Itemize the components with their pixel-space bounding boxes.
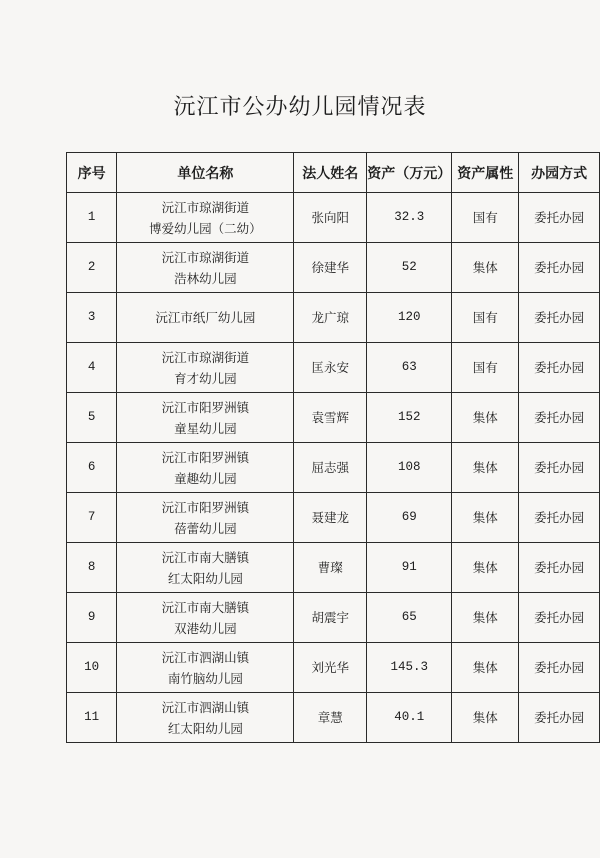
legal-representative-cell: 徐建华 [294, 243, 367, 293]
assets-cell: 40.1 [367, 693, 452, 743]
unit-name-line: 沅江市南大膳镇 [161, 549, 250, 565]
unit-name-line: 红太阳幼儿园 [167, 720, 243, 736]
legal-representative-cell: 聂建龙 [294, 493, 367, 543]
unit-name-cell [117, 443, 294, 493]
unit-name-line: 博爱幼儿园（二幼） [149, 220, 262, 236]
legal-representative-cell: 刘光华 [294, 643, 367, 693]
operation-mode-cell: 委托办园 [519, 393, 600, 443]
operation-mode-cell: 委托办园 [519, 443, 600, 493]
assets-cell: 91 [367, 543, 452, 593]
assets-cell: 145.3 [367, 643, 452, 693]
unit-name-cell [117, 543, 294, 593]
table-row [67, 243, 600, 293]
asset-type-cell: 国有 [452, 343, 519, 393]
unit-name-line: 双港幼儿园 [174, 620, 237, 636]
legal-representative-cell: 胡震宇 [294, 593, 367, 643]
unit-name-cell [117, 693, 294, 743]
legal-representative-cell: 屈志强 [294, 443, 367, 493]
unit-name-cell [117, 293, 294, 343]
table-row [67, 693, 600, 743]
unit-name-line: 浩林幼儿园 [174, 270, 237, 286]
asset-type-cell: 集体 [452, 443, 519, 493]
table-row [67, 493, 600, 543]
unit-name-line: 童星幼儿园 [174, 420, 237, 436]
header-asset-type: 资产属性 [452, 153, 519, 193]
unit-name-line: 蓓蕾幼儿园 [174, 520, 237, 536]
assets-cell: 120 [367, 293, 452, 343]
table-row [67, 343, 600, 393]
serial-number-cell: 6 [67, 443, 117, 493]
legal-representative-cell: 曹璨 [294, 543, 367, 593]
unit-name-line: 育才幼儿园 [174, 370, 237, 386]
table-row [67, 393, 600, 443]
assets-cell: 69 [367, 493, 452, 543]
unit-name-line: 沅江市南大膳镇 [161, 599, 250, 615]
header-legal-representative: 法人姓名 [294, 153, 367, 193]
unit-name-cell [117, 593, 294, 643]
asset-type-cell: 集体 [452, 243, 519, 293]
assets-cell: 65 [367, 593, 452, 643]
unit-name-line: 红太阳幼儿园 [167, 570, 243, 586]
assets-cell: 32.3 [367, 193, 452, 243]
table-row [67, 193, 600, 243]
unit-name-cell [117, 393, 294, 443]
unit-name-line: 沅江市琼湖街道 [161, 349, 250, 365]
serial-number-cell: 4 [67, 343, 117, 393]
assets-cell: 52 [367, 243, 452, 293]
unit-name-line: 沅江市琼湖街道 [161, 249, 250, 265]
unit-name-line: 沅江市琼湖街道 [161, 199, 250, 215]
table-row [67, 443, 600, 493]
table-row [67, 543, 600, 593]
page-title: 沅江市公办幼儿园情况表 [173, 95, 427, 120]
unit-name-line: 沅江市阳罗洲镇 [161, 499, 250, 515]
operation-mode-cell: 委托办园 [519, 493, 600, 543]
asset-type-cell: 集体 [452, 393, 519, 443]
legal-representative-cell: 龙广琼 [294, 293, 367, 343]
serial-number-cell: 2 [67, 243, 117, 293]
unit-name-cell [117, 643, 294, 693]
operation-mode-cell: 委托办园 [519, 693, 600, 743]
serial-number-cell: 9 [67, 593, 117, 643]
operation-mode-cell: 委托办园 [519, 343, 600, 393]
serial-number-cell: 10 [67, 643, 117, 693]
asset-type-cell: 集体 [452, 543, 519, 593]
serial-number-cell: 7 [67, 493, 117, 543]
asset-type-cell: 集体 [452, 493, 519, 543]
operation-mode-cell: 委托办园 [519, 643, 600, 693]
asset-type-cell: 集体 [452, 693, 519, 743]
unit-name-cell [117, 493, 294, 543]
legal-representative-cell: 章慧 [294, 693, 367, 743]
table-row [67, 593, 600, 643]
unit-name-line: 沅江市泗湖山镇 [161, 649, 250, 665]
legal-representative-cell: 匡永安 [294, 343, 367, 393]
asset-type-cell: 集体 [452, 643, 519, 693]
asset-type-cell: 国有 [452, 293, 519, 343]
serial-number-cell: 1 [67, 193, 117, 243]
header-unit-name: 单位名称 [117, 153, 294, 193]
unit-name-line: 童趣幼儿园 [174, 470, 237, 486]
table-row [67, 643, 600, 693]
serial-number-cell: 8 [67, 543, 117, 593]
header-operation-mode: 办园方式 [519, 153, 600, 193]
unit-name-line: 沅江市阳罗洲镇 [161, 449, 250, 465]
serial-number-cell: 11 [67, 693, 117, 743]
assets-cell: 152 [367, 393, 452, 443]
unit-name-line: 沅江市阳罗洲镇 [161, 399, 250, 415]
serial-number-cell: 3 [67, 293, 117, 343]
operation-mode-cell: 委托办园 [519, 243, 600, 293]
header-serial-number: 序号 [67, 153, 117, 193]
asset-type-cell: 集体 [452, 593, 519, 643]
unit-name-line: 沅江市泗湖山镇 [161, 699, 250, 715]
assets-cell: 108 [367, 443, 452, 493]
unit-name-line: 沅江市纸厂幼儿园 [155, 310, 256, 325]
asset-type-cell: 国有 [452, 193, 519, 243]
unit-name-cell [117, 343, 294, 393]
serial-number-cell: 5 [67, 393, 117, 443]
operation-mode-cell: 委托办园 [519, 293, 600, 343]
table-row [67, 293, 600, 343]
unit-name-line: 南竹脑幼儿园 [167, 670, 243, 686]
table-header-row [67, 153, 600, 193]
kindergarten-table [66, 152, 600, 743]
operation-mode-cell: 委托办园 [519, 593, 600, 643]
operation-mode-cell: 委托办园 [519, 543, 600, 593]
unit-name-cell [117, 243, 294, 293]
assets-cell: 63 [367, 343, 452, 393]
legal-representative-cell: 袁雪辉 [294, 393, 367, 443]
header-assets: 资产（万元） [367, 153, 452, 193]
operation-mode-cell: 委托办园 [519, 193, 600, 243]
legal-representative-cell: 张向阳 [294, 193, 367, 243]
unit-name-cell [117, 193, 294, 243]
